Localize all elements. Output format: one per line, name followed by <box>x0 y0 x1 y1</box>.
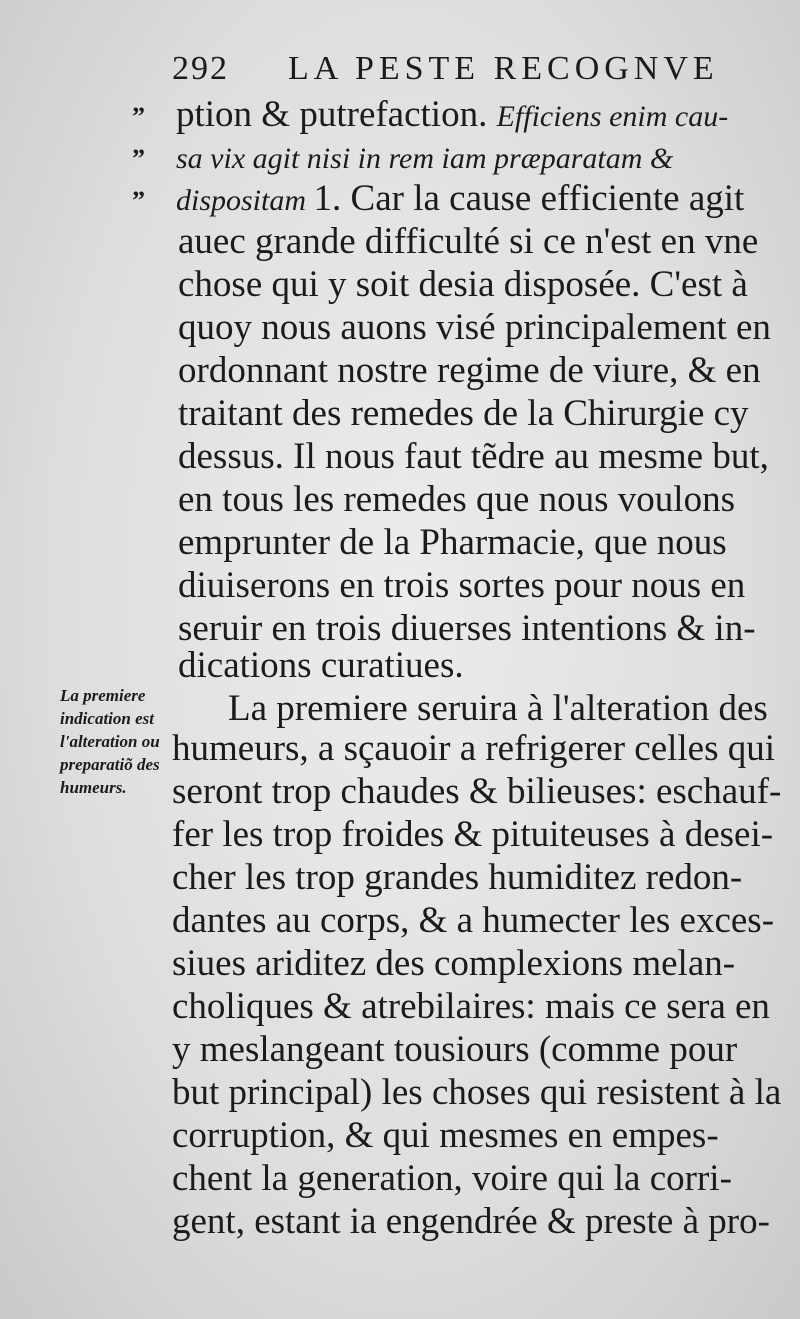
text-line: en tous les remedes que nous voulons <box>178 479 735 520</box>
text-line: corruption, & qui mesmes en empes- <box>172 1115 719 1156</box>
text-line: y meslangeant tousiours (comme pour <box>172 1029 738 1070</box>
margin-note-line: humeurs. <box>60 778 127 797</box>
margin-note-line: l'alteration ou <box>60 732 160 751</box>
text-line: fer les trop froides & pituiteuses à desei- <box>172 814 774 855</box>
margin-note-line: indication est <box>60 709 154 728</box>
text-line: emprunter de la Pharmacie, que nous <box>178 522 727 563</box>
text-line: La premiere seruira à l'alteration des <box>228 688 768 729</box>
page-number: 292 <box>172 50 229 87</box>
text-line: dications curatiues. <box>178 645 464 686</box>
margin-note <box>60 684 178 799</box>
text-line: dispositam 1. Car la cause efficiente agit <box>176 178 745 219</box>
text-line: traitant des remedes de la Chirurgie cy <box>178 393 749 434</box>
margin-note-line: La premiere <box>60 686 146 705</box>
text-line: cher les trop grandes humiditez redon- <box>172 857 743 898</box>
text-line: but principal) les choses qui resistent à la <box>172 1072 782 1113</box>
text-line: siues ariditez des complexions melan- <box>172 943 736 984</box>
quote-mark: ” <box>132 186 145 215</box>
text-line: diuiserons en trois sortes pour nous en <box>178 565 746 606</box>
text-line: gent, estant ia engendrée & preste à pro- <box>172 1201 770 1242</box>
text-line: chose qui y soit desia disposée. C'est à <box>178 264 748 305</box>
text-line: humeurs, a sçauoir a refrigerer celles qui <box>172 728 776 769</box>
text-line: quoy nous auons visé principalement en <box>178 307 771 348</box>
text-line: choliques & atrebilaires: mais ce sera en <box>172 986 770 1027</box>
text-line: ption & putrefaction. Efficiens enim cau- <box>176 94 729 135</box>
text-line: seront trop chaudes & bilieuses: eschauf- <box>172 771 782 812</box>
quote-mark: ” <box>132 102 145 131</box>
text-line: ordonnant nostre regime de viure, & en <box>178 350 761 391</box>
text-line: seruir en trois diuerses intentions & in- <box>178 608 756 649</box>
margin-note-line: preparatiõ des <box>60 755 160 774</box>
text-line: dantes au corps, & a humecter les exces- <box>172 900 775 941</box>
text-line: auec grande difficulté si ce n'est en vne <box>178 221 759 262</box>
text-line: dessus. Il nous faut tẽdre au mesme but, <box>178 436 769 477</box>
running-title: LA PESTE RECOGNVE <box>288 50 719 87</box>
text-line: chent la generation, voire qui la corri- <box>172 1158 732 1199</box>
quote-mark: ” <box>132 144 145 173</box>
text-line: sa vix agit nisi in rem iam præparatam & <box>176 142 674 175</box>
